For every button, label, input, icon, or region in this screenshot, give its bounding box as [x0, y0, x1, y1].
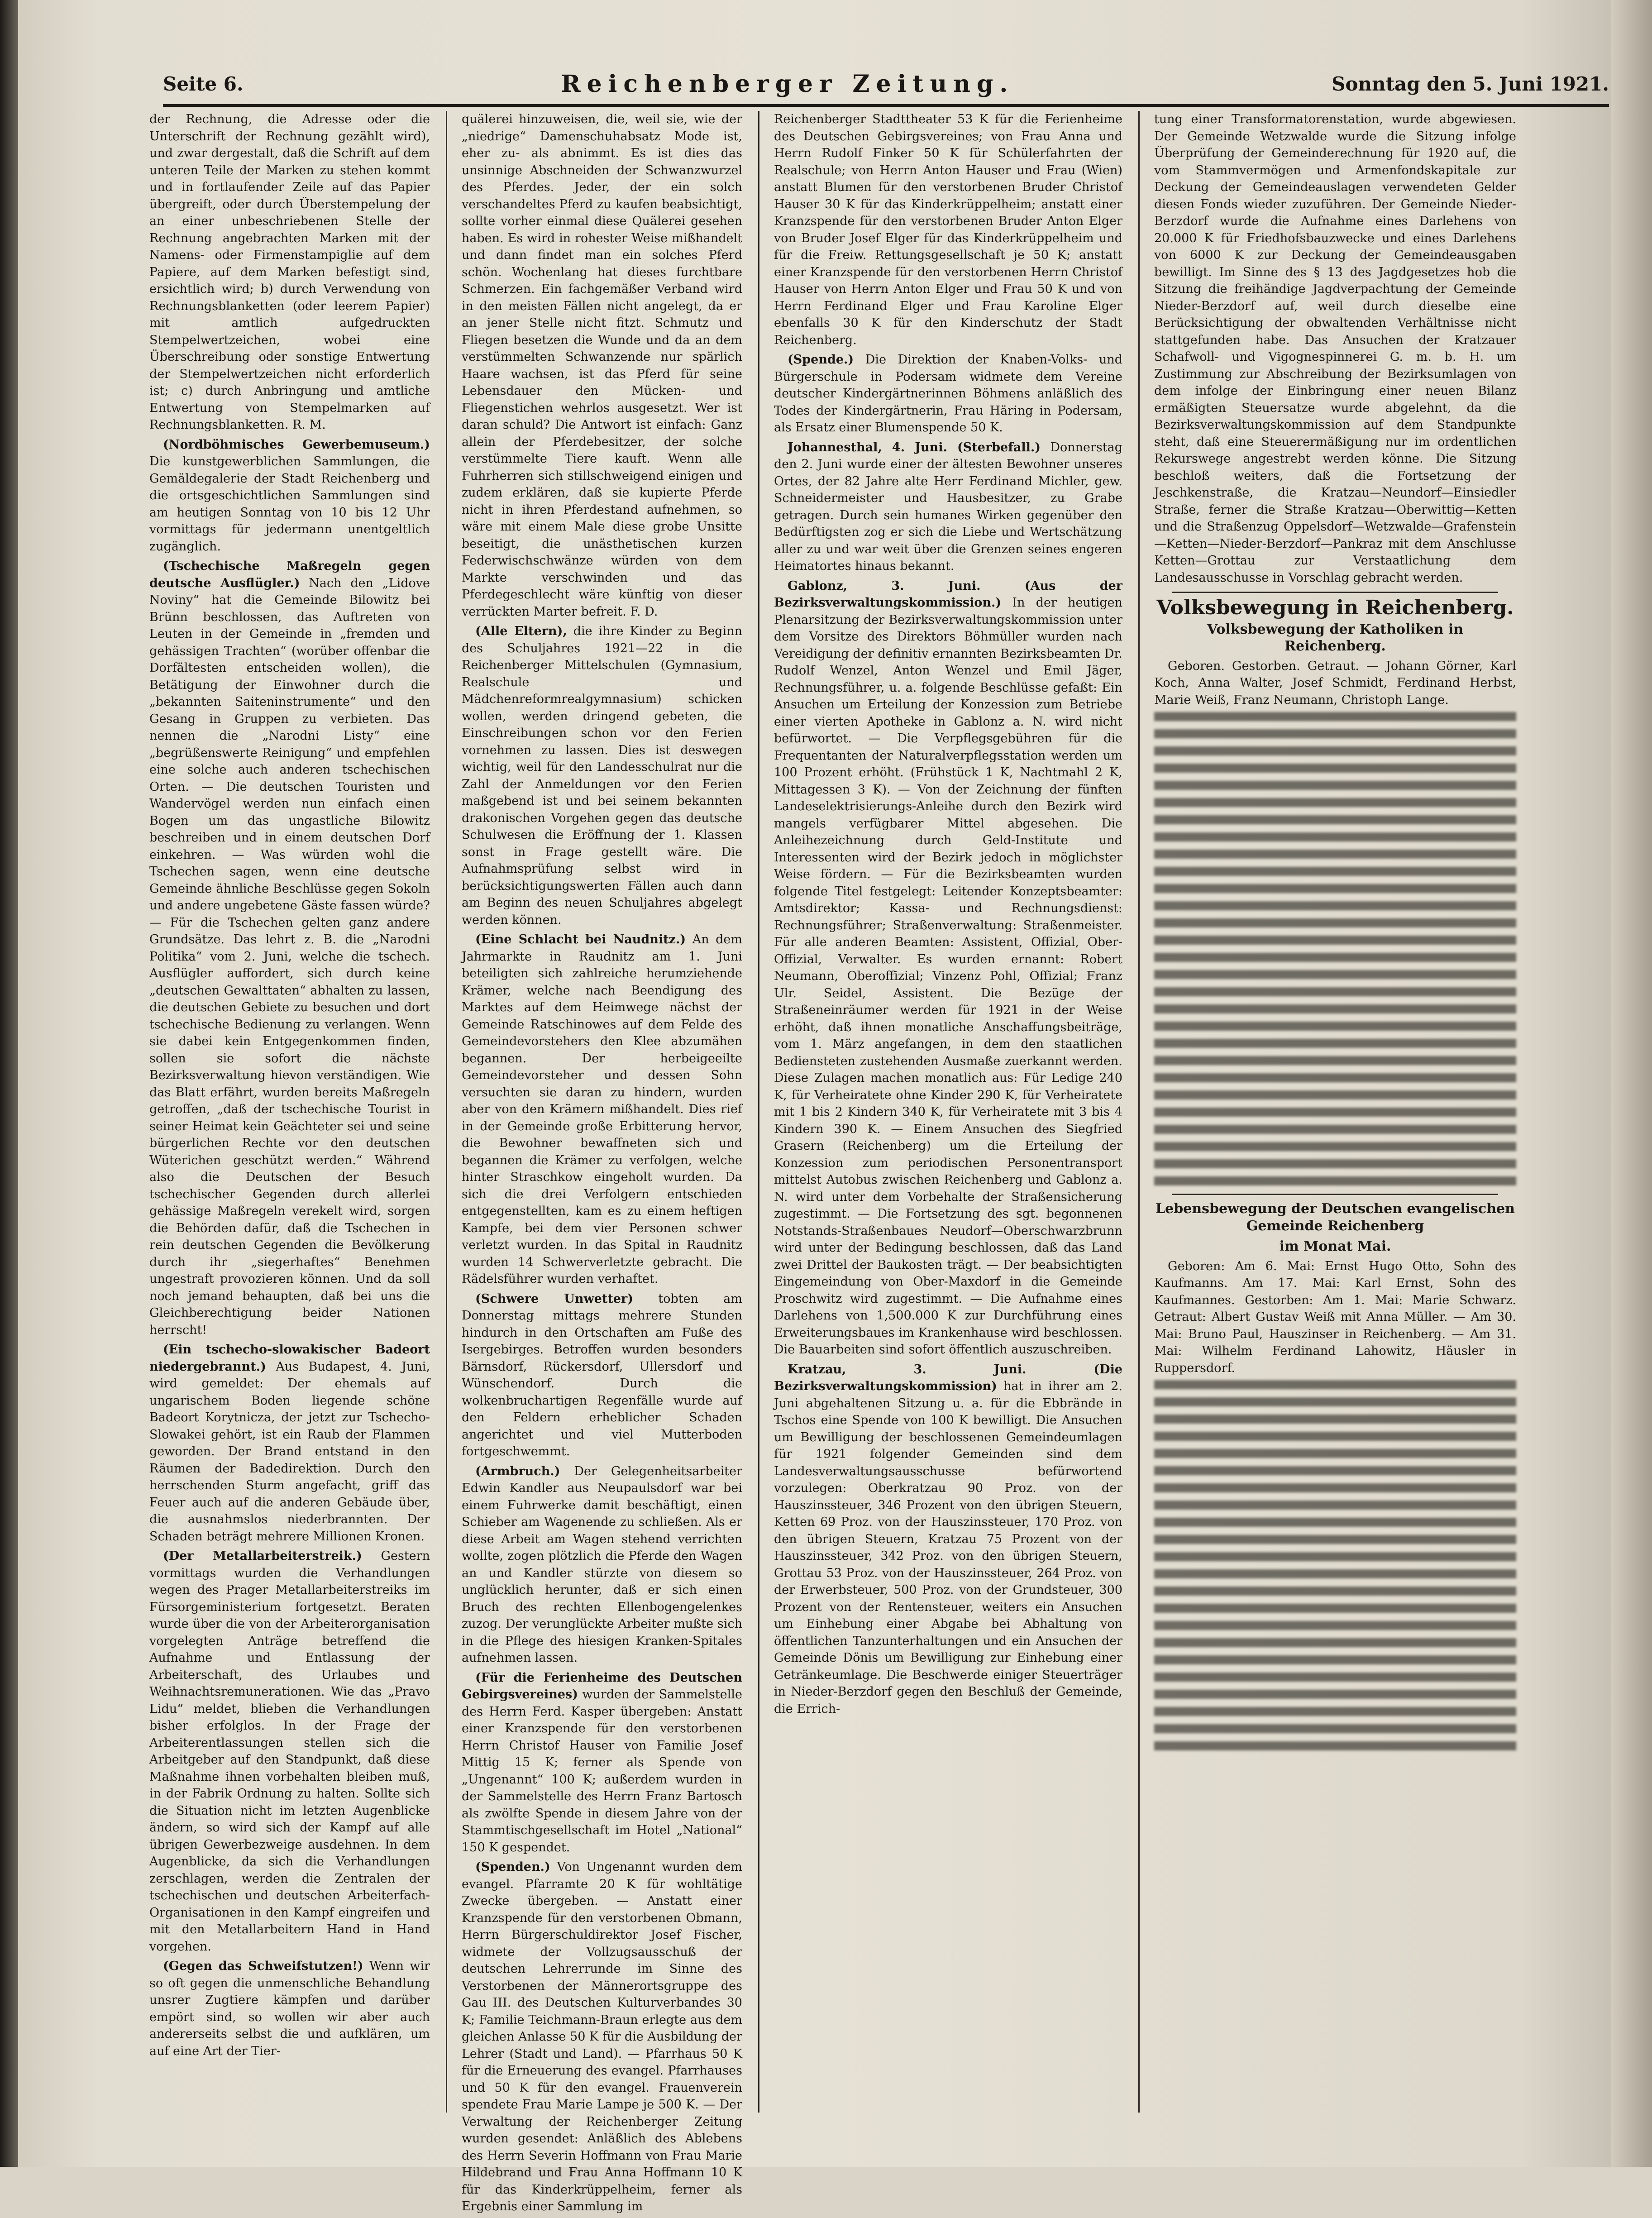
article-paragraph: [149, 1958, 430, 2060]
article-text: Von Ungenannt wurden dem evangel. Pfarramte 20 K für wohltätige Zwecke übergeben. — Anstatt einer Kranzspende für den verstorbenen Obmann, Herrn Bürgerschuldirektor Josef Fischer, widmete der Vollzugsausschuß der deutschen Lehrerrunde im Sinne des Verstorbenen der Männerortsgruppe des Gau III. des Deutschen Kulturverbandes 30 K; Familie Teichmann-Braun erlegte aus dem gleichen Anlasse 50 K für die Ausbildung der Lehrer (Stadt und Land). — Pfarrhaus 50 K für die Erneuerung des evangel. Pfarrhauses und 50 K für den evangel. Frauenverein spendete Frau Marie Lampe je 500 K. — Der Verwaltung der Reichenberger Zeitung wurden gesendet: Anläßlich des Ablebens des Herrn Severin Hoffmann von Frau Marie Hildebrand und Frau Anna Hoffmann 10 K für das Kinderkrüppelheim, ferner als Ergebnis einer Sammlung im: [462, 1860, 742, 2213]
article-heading: (Spende.): [788, 353, 854, 367]
article-heading: Johannesthal, 4. Juni. (Sterbefall.): [788, 440, 1041, 454]
article-heading: (Schwere Unwetter): [475, 1291, 634, 1306]
article-text: Wenn wir so oft gegen die unmenschliche Behandlung unsrer Zugtiere kämpfen und darüber empört sind, so wollen wir aber auch andererseits selbst die und aufklären, um auf eine Art der Tier-: [149, 1959, 430, 2058]
newspaper-title: Reichenberger Zeitung.: [561, 70, 1014, 98]
masthead: [163, 63, 1609, 107]
section-divider: [1172, 1194, 1498, 1195]
article-text: tobten am Donnerstag mittags mehrere Stunden hindurch in den Ortschaften am Fuße des Isergebirges. Betroffen wurden besonders Bärnsdorf, Rückersdorf, Ullersdorf und Wünschendorf. Durch die wolkenbruchartigen Regenfälle wurde auf den Feldern erheblicher Schaden angerichtet und viel Mutterboden fortgeschwemmt.: [462, 1291, 742, 1458]
article-paragraph: [462, 1463, 742, 1667]
article-text: wurden der Sammelstelle des Herrn Ferd. Kasper übergeben: Anstatt einer Kranzspende für den verstorbenen Herrn Christof Hauser von Familie Josef Mittig 15 K; ferner als Spende von „Ungenannt“ 100 K; außerdem wurden in der Sammelstelle des Herrn Franz Bartosch als zwölfte Spende in diesem Jahre von der Stammtischgesellschaft im Hotel „National“ 150 K gespendet.: [462, 1687, 742, 1855]
article-paragraph: [149, 1341, 430, 1545]
article-paragraph: [462, 1291, 742, 1460]
article-text: Geboren. Gestorben. Getraut. — Johann Görner, Karl Koch, Anna Walter, Josef Schmidt, Ferdinand Herbst, Marie Weiß, Franz Neumann, Christoph Lange.: [1154, 659, 1516, 707]
article-heading: (Tschechische Maßregeln gegen deutsche Ausflügler.): [149, 559, 430, 590]
article-paragraph: [774, 351, 1122, 436]
article-paragraph: [462, 1859, 742, 2215]
article-heading: (Ein tschecho-slowakischer Badeort niedergebrannt.): [149, 1343, 430, 1374]
subsection-heading: Volksbewegung der Katholiken in Reichenberg.: [1207, 621, 1464, 654]
article-paragraph: [462, 623, 742, 928]
article-text: tung einer Transformatorenstation, wurde abgewiesen. Der Gemeinde Wetzwalde wurde die Sitzung infolge Überprüfung der Gemeinderechnung für 1920 auf, die vom Stammvermögen und Armenfondskapitale zur Deckung der Gemeindeauslagen verwendeten Gelder diesen Fonds wieder zuzuführen. Der Gemeinde Nieder-Berzdorf wurde die Aufnahme eines Darlehens von 20.000 K für Friedhofsbauzwecke und eines Darlehens von 6000 K zur Deckung der Gemeindeausgaben bewilligt. Im Sinne des § 13 des Jagdgesetzes hob die Sitzung die freihändige Jagdverpachtung der Gemeinde Nieder-Berzdorf auf, weil durch dieselbe eine Berücksichtigung der obwaltenden Verhältnisse nicht stattgefunden habe. Das Ansuchen der Kratzauer Schafwoll- und Vigognespinnerei G. m. b. H. um Zustimmung zur Abschreibung der Bezirksumlagen von dem infolge der Einbringung einer neuen Bilanz ermäßigten Steuersatze wurde abgelehnt, da die Bezirksverwaltungskommission auf dem Standpunkte steht, daß eine Steuerermäßigung nur im ordentlichen Rekurswege angestrebt werden könne. Die Sitzung beschloß weiters, daß die Fortsetzung der Jeschkenstraße, die Kratzau—Neundorf—Einsiedler Straße, ferner die Straße Kratzau—Oberwittig—Ketten und die Straßenzug Oppelsdorf—Wetzwalde—Grafenstein—Ketten—Nieder-Berzdorf—Pankraz mit dem Anschlusse Ketten—Grottau zur Verstaatlichung dem Landesausschusse in Vorschlag gebracht werden.: [1154, 112, 1516, 585]
issue-date: Sonntag den 5. Juni 1921.: [1332, 72, 1609, 95]
article-columns: [149, 111, 1611, 2213]
column-1: [149, 111, 430, 2218]
section-heading: Volksbewegung in Reichenberg.: [1156, 596, 1514, 619]
article-heading: (Spenden.): [475, 1860, 550, 1874]
illegible-register-block: [1154, 1380, 1516, 1751]
article-paragraph: [149, 436, 430, 555]
article-paragraph: [149, 1548, 430, 1955]
article-text: der Rechnung, die Adresse oder die Unterschrift der Rechnung gezählt wird), und zwar dergestalt, daß die Schrift auf dem unteren Teile der Marken zu stehen kommt und in fortlaufender Zeile auf das Papier übergreift, oder durch Überstempelung der an einer unbeschriebenen Stelle der Rechnung angebrachten Marken mit der Namens- oder Firmenstampiglie auf dem Papiere, auf dem Marken befestigt sind, ersichtlich wird; b) durch Verwendung von Rechnungsblanketten (oder leerem Papier) mit amtlich aufgedruckten Stempelwertzeichen, wobei eine Überschreibung oder sonstige Entwertung der Stempelwertzeichen nicht erforderlich ist; c) durch Anbringung und amtliche Entwertung von Stempelmarken auf Rechnungsblanketten. R. M.: [149, 112, 430, 432]
page-number: Seite 6.: [163, 72, 244, 95]
article-paragraph: [462, 931, 742, 1288]
article-text: Reichenberger Stadttheater 53 K für die Ferienheime des Deutschen Gebirgsvereines; von Frau Anna und Herrn Rudolf Finker 50 K für Schülerfahrten der Realschule; von Herrn Anton Hauser und Frau (Wien) anstatt Blumen für den verstorbenen Bruder Christof Hauser 30 K für das Kinderkrüppelheim; anstatt einer Kranzspende für den verstorbenen Bruder Anton Elger von Bruder Josef Elger für das Kinderkrüppelheim und für die Freiw. Rettungsgesellschaft je 50 K; anstatt einer Kranzspende für den verstorbenen Herrn Christof Hauser von Herrn Anton Elger und Frau 50 K und von Herrn Ferdinand Elger und Frau Karoline Elger ebenfalls 30 K für den Kinderschutz der Stadt Reichenberg.: [774, 112, 1122, 347]
section-divider: [1172, 592, 1498, 593]
article-heading: Kratzau, 3. Juni. (Die Bezirksverwaltungskommission): [774, 1362, 1122, 1393]
article-paragraph: [462, 1669, 742, 1856]
illegible-register-block: [1154, 712, 1516, 1187]
article-heading: (Armbruch.): [475, 1464, 560, 1478]
article-text: Die Direktion der Knaben-Volks- und Bürgerschule in Podersam widmete dem Vereine deutscher Kindergärtnerinnen Böhmens anläßlich des Todes der Kindergärtnerin, Frau Häring in Podersam, als Ersatz einer Blumenspende 50 K.: [774, 353, 1122, 435]
article-text: Geboren: Am 6. Mai: Ernst Hugo Otto, Sohn des Kaufmanns. Am 17. Mai: Karl Ernst, Sohn des Kaufmannes. Gestorben: Am 1. Mai: Marie Schwarz. Getraut: Albert Gustav Weiß mit Anna Müller. — Am 30. Mai: Bruno Paul, Hauszinser in Reichenberg. — Am 31. Mai: Wilhelm Ferdinand Lahowitz, Häusler in Ruppersdorf.: [1154, 1259, 1516, 1375]
column-3: [774, 111, 1122, 2218]
article-text: Gestern vormittags wurden die Verhandlungen wegen des Prager Metallarbeiterstreiks im Fürsorgeministerium fortgesetzt. Beraten wurde über die von der Arbeiterorganisation vorgelegten Anträge betreffend die Aufnahme und Entlassung der Arbeiterschaft, des Urlaubes und Weihnachtsremunerationen. Wie das „Pravo Lidu“ meldet, blieben die Verhandlungen bisher erfolglos. In der Frage der Arbeiterentlassungen stellen sich die Arbeitgeber auf den Standpunkt, daß diese Maßnahme ihnen vorbehalten bleiben muß, in der Fabrik Ordnung zu halten. Sollte sich die Situation nicht im letzten Augenblicke ändern, so wird sich der Kampf auf alle übrigen Gewerbezweige ausdehnen. In dem Augenblicke, da sich die Verhandlungen zerschlagen, werden die Zentralen der tschechischen und deutschen Arbeiterfach-Organisationen in den Kampf eingreifen und mit den Metallarbeitern Hand in Hand vorgehen.: [149, 1549, 430, 1954]
article-paragraph: [774, 578, 1122, 1358]
article-paragraph: [774, 1361, 1122, 1718]
article-heading: (Eine Schlacht bei Naudnitz.): [475, 932, 686, 946]
column-4: [1154, 111, 1516, 2218]
article-text: hat in ihrer am 2. Juni abgehaltenen Sitzung u. a. für die Ebbrände in Tschos eine Spende von 100 K bewilligt. Die Ansuchen um Bewilligung der beschlossenen Gemeindeumlagen für 1921 folgender Gemeinden sind dem Landesverwaltungsausschusse befürwortend vorzulegen: Oberkratzau 90 Proz. von der Hauszinssteuer, 346 Prozent von den übrigen Steuern, Ketten 69 Proz. von der Hauszinssteuer, 170 Proz. von den übrigen Steuern, Kratzau 75 Prozent von der Hauszinssteuer, 342 Proz. von den übrigen Steuern, Grottau 53 Proz. von der Hauszinssteuer, 264 Proz. von der Erwerbsteuer, 500 Proz. von der Grundsteuer, 300 Prozent von der Rentensteuer, weiters ein Ansuchen um Einhebung einer Abgabe bei Abhaltung von öffentlichen Tanzunterhaltungen und ein Ansuchen der Gemeinde Dönis um Bewilligung zur Einhebung einer Getränkeumlage. Die Beschwerde einiger Steuerträger in Nieder-Berzdorf gegen den Beschluß der Gemeinde, die Errich-: [774, 1379, 1122, 1716]
article-text: In der heutigen Plenarsitzung der Bezirksverwaltungskommission unter dem Vorsitze des Direktors Böhmüller wurden nach Vereidigung der definitiv ernannten Bezirksbeamten Dr. Rudolf Wenzel, Anton Wenzel und Emil Jäger, Rechnungsführer, u. a. folgende Beschlüsse gefaßt: Ein Ansuchen um Erteilung der Konzession zum Betriebe einer vierten Apotheke in Gablonz a. N. wird nicht befürwortet. — Die Verpflegsgebühren für die Frequentanten der Naturalverpflegsstation werden um 100 Prozent erhöht. (Frühstück 1 K, Nachtmahl 2 K, Mittagessen 3 K). — Von der Zeichnung der fünften Landeselektrisierungs-Anleihe durch den Bezirk wird mangels verfügbarer Mittel abgesehen. Die Anleihezeichnung durch Geld-Institute und Interessenten wird der Bezirk jedoch in möglichster Weise fördern. — Für die Bezirksbeamten wurden folgende Titel festgelegt: Leitender Konzeptsbeamter: Amtsdirektor; Kassa- und Rechnungsdienst: Rechnungsführer; Straßenverwaltung: Straßenmeister. Für alle anderen Beamten: Assistent, Offizial, Ober-Offizial, Verwalter. Es wurden ernannt: Robert Neumann, Oberoffizial; Vinzenz Pohl, Offizial; Franz Ulr. Seidel, Assistent. Die Bezüge der Straßeneinräumer werden für 1921 in der Weise erhöht, daß ihnen monatliche Anschaffungsbeiträge, vom 1. März angefangen, in dem den staatlichen Bediensteten zustehenden Ausmaße zuerkannt werden. Diese Zulagen machen monatlich aus: Für Ledige 240 K, für Verheiratete ohne Kinder 290 K, für Verheiratete mit 1 bis 2 Kindern 340 K, für Verheiratete mit 3 bis 4 Kindern 390 K. — Einem Ansuchen des Siegfried Grasern (Reichenberg) um die Erteilung der Konzession zum periodischen Personentransport mittelst Autobus zwischen Reichenberg und Gablonz a. N. wird unter dem Vorbehalte der Straßensicherung zugestimmt. — Die Fortsetzung des sgt. begonnenen Notstands-Straßenbaues Neudorf—Oberschwarzbrunn wird unter der Bedingung beschlossen, daß das Land zwei Drittel der Baukosten trägt. — Der beabsichtigten Eingemeindung von Ober-Maxdorf in die Gemeinde Proschwitz wird zugestimmt. — Die Aufnahme eines Darlehens von 1,500.000 K zur Durchführung eines Erweiterungsbaues im Krankenhause wird beschlossen. Die Bauarbeiten sind sofort öffentlich auszuschreiben.: [774, 596, 1122, 1357]
article-heading: Gablonz, 3. Juni. (Aus der Bezirksverwaltungskommission.): [774, 578, 1122, 610]
article-text: Die kunstgewerblichen Sammlungen, die Gemäldegalerie der Stadt Reichenberg und die ortsgeschichtlichen Sammlungen sind am heutigen Sonntag von 10 bis 12 Uhr vormittags für jedermann unentgeltlich zugänglich.: [149, 454, 430, 554]
article-paragraph: [774, 439, 1122, 575]
subsection-subheading: im Monat Mai.: [1279, 1238, 1391, 1254]
article-text: Nach den „Lidove Noviny“ hat die Gemeinde Bilowitz bei Brünn beschlossen, das Auftreten von Leuten in der Gemeinde in „fremden und gehässigen Trachten“ (worüber offenbar die Dorfältesten entscheiden wollen), die Betätigung der Einwohner durch die „bekannten Saiteninstrumente“ und den Gesang in Gruppen zu verbieten. Das nennen die „Narodni Listy“ eine „begrüßenswerte Reinigung“ und empfehlen eine solche auch anderen tschechischen Orten. — Die deutschen Touristen und Wandervögel werden nun einfach einen Bogen um das ungastliche Bilowitz beschreiben und in einem deutschen Dorf einkehren. — Was würden wohl die Tschechen sagen, wenn eine deutsche Gemeinde ähnliche Beschlüsse gegen Sokoln und andere ungebetene Gäste fassen würde? — Für die Tschechen gelten ganz andere Grundsätze. Das lehrt z. B. die „Narodni Politika“ vom 2. Juni, welche die tschech. Ausflügler auffordert, sich durch keine „deutschen Gewalttaten“ abhalten zu lassen, die deutschen Gebiete zu besuchen und dort tschechische Bedienung zu verlangen. Wenn sie dabei kein Entgegenkommen finden, sollen sie sofort die nächste Bezirksverwaltung hievon verständigen. Wie das Blatt erfährt, wurden bereits Maßregeln getroffen, „daß der tschechische Tourist in seiner Heimat kein Geächteter sei und seine bürgerlichen Rechte vor den deutschen Wüterichen geschützt werden.“ Während also die Deutschen der Besuch tschechischer Gegenden durch allerlei gehässige Maßregeln verekelt wird, sorgen die Behörden dafür, daß die Tschechen in rein deutschen Gegenden die Bevölkerung durch ihr „siegerhaftes“ Benehmen ungestraft provozieren können. Und da soll noch jemand behaupten, daß bei uns die Gleichberechtigung beider Nationen herrscht!: [149, 576, 430, 1337]
article-heading: (Nordböhmisches Gewerbemuseum.): [163, 437, 430, 452]
column-2: [462, 111, 742, 2218]
article-text: Donnerstag den 2. Juni wurde einer der ältesten Bewohner unseres Ortes, der 82 Jahre alte Herr Ferdinand Michler, gew. Schneidermeister und Hausbesitzer, zu Grabe getragen. Durch sein humanes Wirken gegenüber den Bedürftigsten zog er sich die Liebe und Wertschätzung aller zu und war weit über die Grenzen seines engeren Heimatortes hinaus bekannt.: [774, 440, 1122, 573]
article-heading: (Alle Eltern),: [475, 624, 567, 638]
scan-right-edge: [1611, 0, 1652, 2167]
article-heading: (Der Metallarbeiterstreik.): [163, 1549, 362, 1563]
article-text: Der Gelegenheitsarbeiter Edwin Kandler aus Neupaulsdorf war bei einem Fuhrwerke damit beschäftigt, einen Schieber am Wagenende zu schließen. Als er diese Arbeit am Wagen stehend verrichten wollte, zogen plötzlich die Pferde den Wagen an und Kandler stürzte von diesem so unglücklich herunter, daß er sich einen Bruch des rechten Ellenbogengelenkes zuzog. Der verunglückte Arbeiter mußte sich in die Pflege des hiesigen Kranken-Spitales aufnehmen lassen.: [462, 1464, 742, 1665]
article-paragraph: [149, 558, 430, 1338]
subsection-heading: Lebensbewegung der Deutschen evangelischen Gemeinde Reichenberg: [1155, 1201, 1515, 1234]
scan-left-edge: [0, 0, 18, 2167]
article-text: die ihre Kinder zu Beginn des Schuljahres 1921—22 in die Reichenberger Mittelschulen (Gymnasium, Realschule und Mädchenreformrealgymnasium) schicken wollen, werden dringend gebeten, die Einschreibungen schon vor den Ferien vornehmen zu lassen. Dies ist deswegen wichtig, weil für den Landesschulrat nur die Zahl der Anmeldungen vor den Ferien maßgebend ist und bei seinem bekannten drakonischen Vorgehen gegen das deutsche Schulwesen die Eröffnung der 1. Klassen sonst in Frage gestellt wäre. Die Aufnahmsprüfung selbst wird in berücksichtigungswerten Fällen auch dann am Beginn des neuen Schuljahres abgelegt werden können.: [462, 624, 742, 927]
article-heading: (Für die Ferienheime des Deutschen Gebirgsvereines): [462, 1670, 742, 1702]
article-text: quälerei hinzuweisen, die, weil sie, wie der „niedrige“ Damenschuhabsatz Mode ist, eher zu- als abnimmt. Es ist dies das unsinnige Abschneiden der Schwanzwurzel des Pferdes. Jeder, der ein solch verschandeltes Pferd zu kaufen beabsichtigt, sollte vorher einmal diese Quälerei gesehen haben. Es wird in rohester Weise mißhandelt und dann findet man ein solches Pferd schön. Wochenlang hat dieses furchtbare Schmerzen. Ein fachgemäßer Verband wird in den meisten Fällen nicht angelegt, da er an jener Stelle nicht fitzt. Schmutz und Fliegen besetzen die Wunde und da an dem verstümmelten Schwanzende nur spärlich Haare wachsen, ist das Pferd für seine Lebensdauer den Mücken- und Fliegenstichen wehrlos ausgesetzt. Wer ist daran schuld? Die Antwort ist einfach: Ganz allein der Pferdebesitzer, der solche verstümmelte Tiere kauft. Wenn alle Fuhrherren sich stillschweigend einigen und zudem erklären, daß sie kupierte Pferde nicht in ihren Pferdestand aufnehmen, so wäre mit einem Male diese grobe Unsitte beseitigt, die unästhetischen kurzen Federwischschwänze würden von dem Markte verschwinden und das Pferdegeschlecht wäre künftig von dieser verrückten Marter befreit. F. D.: [462, 112, 742, 619]
article-text: Aus Budapest, 4. Juni, wird gemeldet: Der ehemals auf ungarischem Boden liegende schöne Badeort Korytnicza, der jetzt zur Tschecho-Slowakei gehört, ist ein Raub der Flammen geworden. Der Brand entstand in den Räumen der Badedirektion. Durch den herrschenden Sturm angefacht, griff das Feuer auch auf die anderen Gebäude über, die ausnahmslos niederbrannten. Der Schaden beträgt mehrere Millionen Kronen.: [149, 1359, 430, 1544]
article-text: An dem Jahrmarkte in Raudnitz am 1. Juni beteiligten sich zahlreiche herumziehende Krämer, welche nach Beendigung des Marktes auf dem Heimwege nächst der Gemeinde Ratschinowes auf dem Felde des Gemeindevorstehers den Klee abzumähen begannen. Der herbeigeeilte Gemeindevorsteher und dessen Sohn versuchten sie daran zu hindern, wurden aber von den Krämern mißhandelt. Dies rief in der Gemeinde große Erbitterung hervor, die Bewohner bewaffneten sich und begannen die Krämer zu verfolgen, welche hinter Straschkow eingeholt wurden. Da sich die drei Verfolgern entschieden entgegenstellten, kam es zu einem heftigen Kampfe, bei dem vier Personen schwer verletzt wurden. In das Spital in Raudnitz wurden 14 Schwerverletzte gebracht. Die Rädelsführer wurden verhaftet.: [462, 932, 742, 1286]
article-heading: (Gegen das Schweifstutzen!): [163, 1959, 363, 1973]
